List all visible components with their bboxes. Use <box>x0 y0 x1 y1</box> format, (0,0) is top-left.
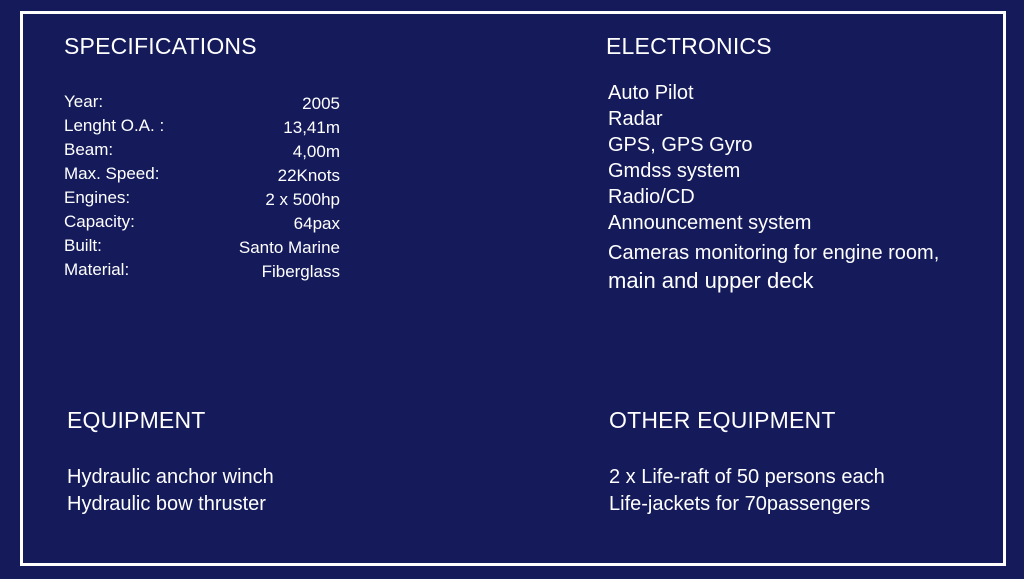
equipment-heading: EQUIPMENT <box>67 407 206 433</box>
other-equipment-heading: OTHER EQUIPMENT <box>609 407 836 433</box>
spec-label: Year: <box>64 92 104 111</box>
spec-row-year <box>64 92 340 116</box>
spec-label: Beam: <box>64 140 114 159</box>
list-item: main and upper deck <box>608 268 814 293</box>
other-equipment-list <box>609 464 885 518</box>
spec-row-length <box>64 116 340 140</box>
spec-value: 4,00m <box>292 142 340 161</box>
list-item: Auto Pilot <box>608 82 694 104</box>
list-item: Cameras monitoring for engine room, <box>608 242 940 264</box>
spec-row-capacity <box>64 212 340 236</box>
specifications-heading: SPECIFICATIONS <box>64 33 257 59</box>
electronics-list <box>608 80 939 296</box>
list-item: Radar <box>608 108 663 130</box>
electronics-heading: ELECTRONICS <box>606 33 772 59</box>
spec-label: Capacity: <box>64 212 135 231</box>
spec-value: 2 x 500hp <box>265 190 340 209</box>
list-item: Radio/CD <box>608 186 695 208</box>
list-item: Hydraulic bow thruster <box>67 493 266 515</box>
spec-value: Santo Marine <box>238 238 340 257</box>
list-item: Announcement system <box>608 212 812 234</box>
list-item: Gmdss system <box>608 160 741 182</box>
spec-row-engines <box>64 188 340 212</box>
spec-value: 64pax <box>293 214 340 233</box>
spec-label: Max. Speed: <box>64 164 160 183</box>
spec-value: 13,41m <box>283 118 340 137</box>
list-item: Hydraulic anchor winch <box>67 466 274 488</box>
equipment-list <box>67 464 274 518</box>
spec-value: 22Knots <box>277 166 340 185</box>
list-item: GPS, GPS Gyro <box>608 134 753 156</box>
spec-row-material <box>64 260 340 284</box>
spec-row-beam <box>64 140 340 164</box>
spec-label: Lenght O.A. : <box>64 116 165 135</box>
spec-row-max-speed <box>64 164 340 188</box>
list-item: 2 x Life-raft of 50 persons each <box>609 466 885 488</box>
spec-label: Built: <box>64 236 102 255</box>
spec-value: 2005 <box>302 94 340 113</box>
spec-label: Engines: <box>64 188 131 207</box>
list-item: Life-jackets for 70passengers <box>609 493 871 515</box>
spec-row-built <box>64 236 340 260</box>
spec-label: Material: <box>64 260 130 279</box>
spec-value: Fiberglass <box>261 262 340 281</box>
